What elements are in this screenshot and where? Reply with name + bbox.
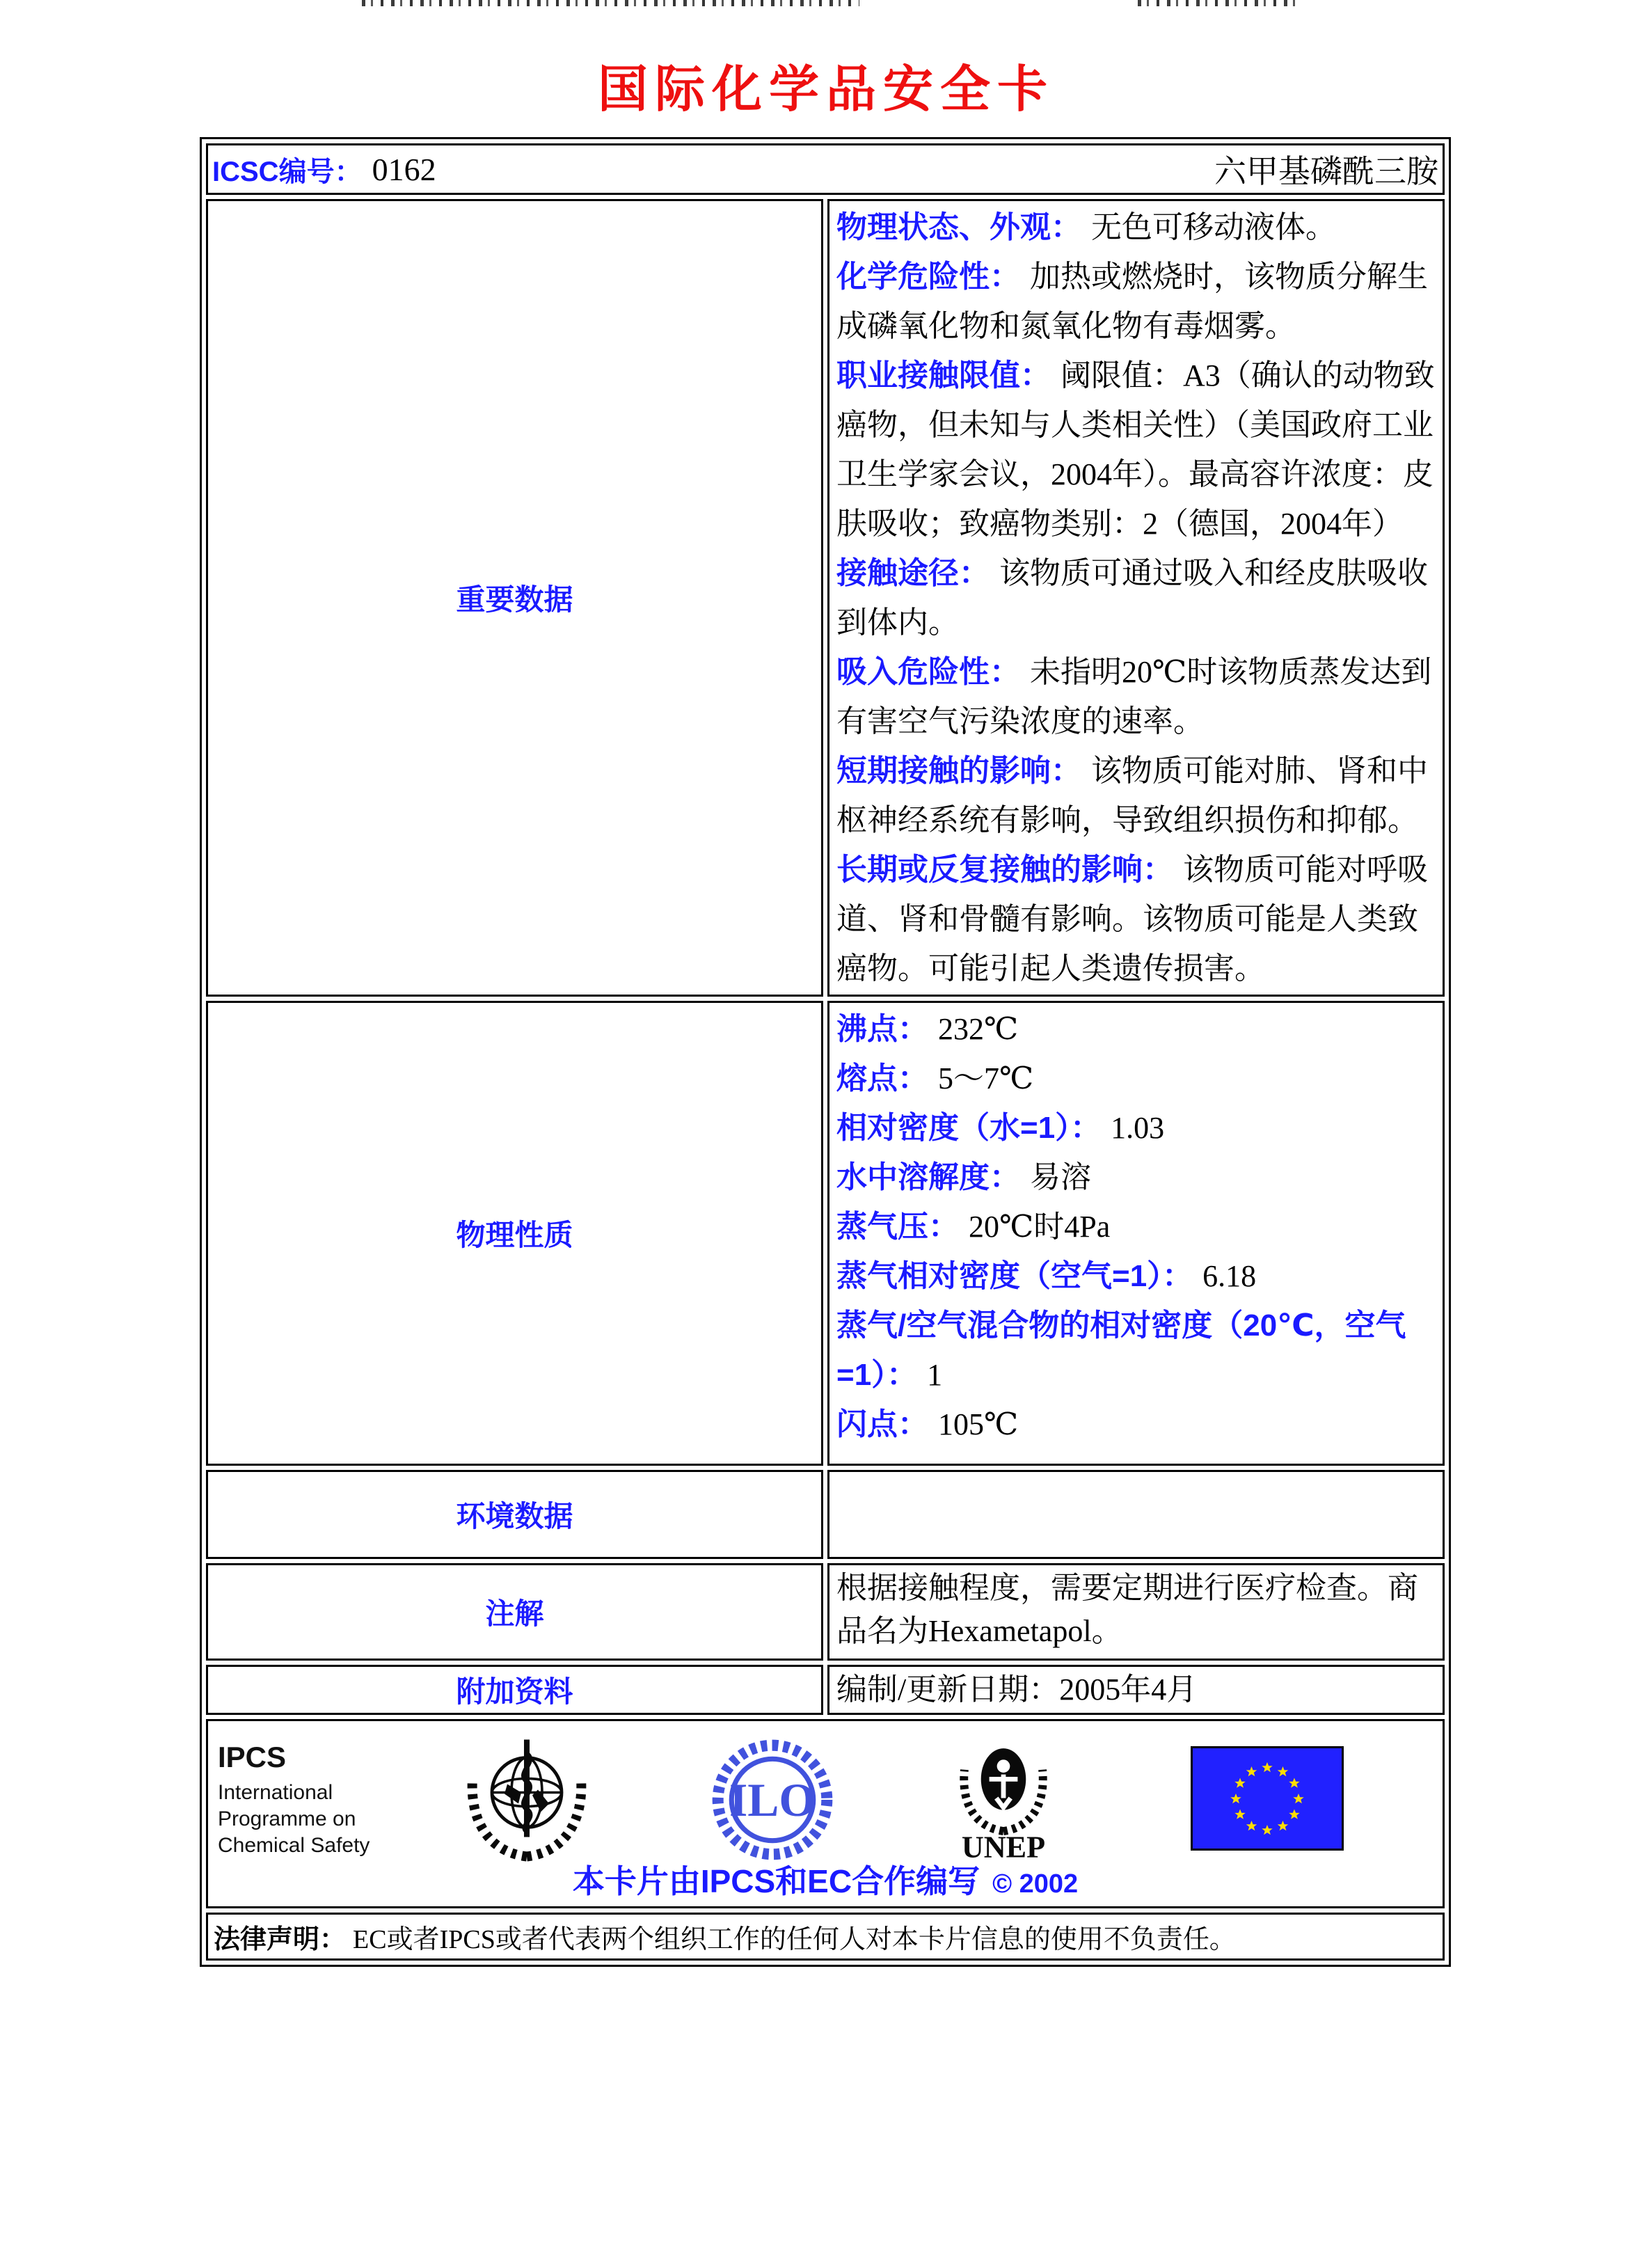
ipcs-line-1: International	[218, 1781, 333, 1804]
header-cell	[206, 143, 1445, 195]
property-entry	[836, 1153, 1436, 1202]
unep-logo-icon	[944, 1729, 1063, 1863]
notes-row	[206, 1563, 1445, 1661]
ipcs-acronym: IPCS	[218, 1741, 287, 1773]
notes-content: 根据接触程度，需要定期进行医疗检查。商品名为Hexametapol。	[827, 1563, 1445, 1661]
field-label: 物理状态、外观：	[836, 210, 1081, 244]
icsc-number-value: 0162	[372, 151, 436, 187]
field-label: 闪点：	[836, 1407, 928, 1441]
property-entry	[836, 203, 1436, 252]
eu-flag-icon	[1191, 1746, 1344, 1851]
property-entry	[836, 1054, 1436, 1103]
clipped-print-header-left	[362, 0, 859, 6]
physical-properties-content	[827, 1001, 1445, 1466]
field-value: 无色可移动液体。	[1091, 210, 1336, 244]
field-label: 蒸气相对密度（空气=1）：	[836, 1259, 1193, 1293]
field-label: 职业接触限值：	[836, 358, 1051, 393]
property-entry	[836, 1400, 1436, 1449]
additional-info-section-label: 附加资料	[206, 1665, 823, 1715]
property-entry	[836, 1301, 1436, 1400]
field-label: 相对密度（水=1）：	[836, 1111, 1102, 1145]
icsc-number-label: ICSC编号：	[212, 156, 363, 187]
legal-label: 法律声明：	[214, 1925, 347, 1954]
field-label: 蒸气/空气混合物的相对密度（20℃，空气=1）：	[836, 1308, 1406, 1392]
field-value: 1.03	[1111, 1111, 1165, 1145]
environmental-data-content	[827, 1470, 1445, 1559]
icsc-card-table	[200, 137, 1451, 1967]
legal-row	[206, 1913, 1445, 1961]
ipcs-line-3: Chemical Safety	[218, 1834, 370, 1857]
property-entry	[836, 1202, 1436, 1251]
field-label: 长期或反复接触的影响：	[836, 853, 1173, 887]
field-value: 5～7℃	[938, 1061, 1034, 1095]
logos-cell	[206, 1719, 1445, 1908]
ilo-logo-icon	[710, 1738, 834, 1862]
ipcs-text-block	[218, 1741, 370, 1859]
page-title: 国际化学品安全卡	[597, 62, 1054, 118]
field-value: 20℃时4Pa	[969, 1210, 1111, 1244]
environmental-data-row	[206, 1470, 1445, 1559]
field-value: 6.18	[1202, 1259, 1257, 1293]
property-entry	[836, 1004, 1436, 1054]
property-entry	[836, 1103, 1436, 1153]
legal-text: EC或者IPCS或者代表两个组织工作的任何人对本卡片信息的使用不负责任。	[353, 1925, 1236, 1954]
unep-letters: UNEP	[961, 1830, 1046, 1863]
legal-cell	[206, 1913, 1445, 1961]
field-value: 该物质可能对呼吸道、肾和骨髓有影响。该物质可能是人类致癌物。可能引起人类遗传损害。	[836, 853, 1428, 986]
environmental-data-section-label: 环境数据	[206, 1470, 823, 1559]
field-label: 接触途径：	[836, 556, 990, 590]
field-value: 加热或燃烧时，该物质分解生成磷氧化物和氮氧化物有毒烟雾。	[836, 260, 1428, 343]
notes-section-label: 注解	[206, 1563, 823, 1661]
field-value: 105℃	[938, 1407, 1019, 1441]
property-entry	[836, 845, 1436, 993]
chemical-name: 六甲基磷酰三胺	[1214, 154, 1438, 189]
field-value: 未指明20℃时该物质蒸发达到有害空气污染浓度的速率。	[836, 655, 1432, 738]
important-data-section-label: 重要数据	[206, 199, 823, 997]
additional-info-row	[206, 1665, 1445, 1715]
header-row	[206, 143, 1445, 195]
field-label: 水中溶解度：	[836, 1160, 1020, 1194]
field-label: 化学危险性：	[836, 260, 1020, 294]
field-label: 蒸气压：	[836, 1210, 959, 1244]
logos-row	[206, 1719, 1445, 1908]
field-value: 该物质可通过吸入和经皮肤吸收到体内。	[836, 556, 1428, 640]
field-value: 易溶	[1030, 1160, 1091, 1194]
field-value: 阈限值：A3（确认的动物致癌物，但未知与人类相关性）（美国政府工业卫生学家会议，2004年）。最高容许浓度：皮肤吸收；致癌物类别：2（德国，2004年）	[836, 358, 1435, 541]
field-value: 232℃	[938, 1012, 1019, 1046]
credit-year: © 2002	[992, 1869, 1079, 1899]
property-entry	[836, 252, 1436, 351]
property-entry	[836, 548, 1436, 647]
ilo-letters: ILO	[729, 1774, 816, 1827]
physical-properties-section-label: 物理性质	[206, 1001, 823, 1466]
ipcs-line-2: Programme on	[218, 1807, 356, 1830]
property-entry	[836, 746, 1436, 845]
credit-text: 本卡片由IPCS和EC合作编写	[572, 1863, 980, 1899]
important-data-row	[206, 199, 1445, 997]
credit-line	[208, 1856, 1443, 1902]
field-label: 熔点：	[836, 1061, 928, 1095]
physical-properties-row	[206, 1001, 1445, 1466]
field-value: 1	[927, 1358, 943, 1392]
property-entry	[836, 351, 1436, 548]
property-entry	[836, 647, 1436, 746]
important-data-content	[827, 199, 1445, 997]
clipped-print-header-right	[1138, 0, 1301, 6]
field-label: 沸点：	[836, 1012, 928, 1046]
who-logo-icon	[457, 1728, 596, 1871]
field-label: 吸入危险性：	[836, 655, 1020, 689]
additional-info-content: 编制/更新日期：2005年4月	[827, 1665, 1445, 1715]
field-label: 短期接触的影响：	[836, 754, 1081, 788]
field-value: 该物质可能对肺、肾和中枢神经系统有影响，导致组织损伤和抑郁。	[836, 754, 1428, 837]
property-entry	[836, 1251, 1436, 1301]
